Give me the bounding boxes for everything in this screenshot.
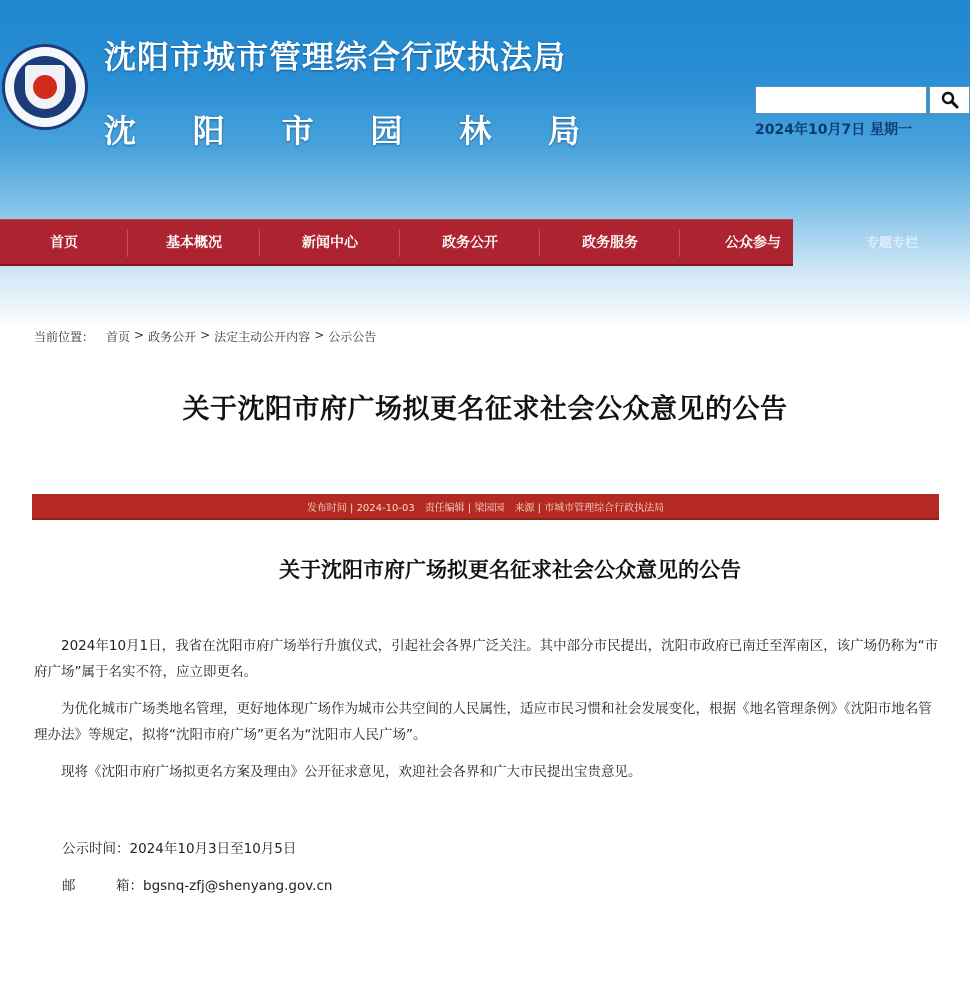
site-header <box>0 0 970 330</box>
breadcrumb-home[interactable]: 首页 <box>106 330 131 344</box>
breadcrumb-statutory-content[interactable]: 法定主动公开内容 <box>214 330 311 344</box>
nav-item-home[interactable]: 首页 <box>0 220 128 264</box>
search-button[interactable] <box>929 86 970 114</box>
publish-info: 发布时间 | 2024-10-03 <box>306 502 415 514</box>
notice-period: 公示时间：2024年10月3日至10月5日 <box>62 841 297 857</box>
site-subtitle: 沈 阳 市 园 林 局 <box>104 112 580 150</box>
article-paragraph: 为优化城市广场类地名管理，更好地体现广场作为城市公共空间的人民属性，适应市民习惯和社会发展变化，根据《地名管理条例》《沈阳市地名管理办法》等规定，拟将“沈阳市府广场”更名为“沈阳市人民广场”。 <box>34 701 932 743</box>
article-body <box>34 633 944 796</box>
search-icon <box>941 91 959 109</box>
editor-name: 梁园园 <box>474 502 505 514</box>
nav-item-services[interactable]: 政务服务 <box>540 220 680 264</box>
article-title: 关于沈阳市府广场拟更名征求社会公众意见的公告 <box>279 558 741 582</box>
breadcrumb-separator: > <box>200 328 211 342</box>
notice-period-value: 2024年10月3日至10月5日 <box>129 841 297 857</box>
current-date: 2024年10月7日 星期一 <box>755 122 913 138</box>
breadcrumb-label: 当前位置： <box>34 330 95 344</box>
page-title: 关于沈阳市府广场拟更名征求社会公众意见的公告 <box>182 394 788 425</box>
breadcrumb-separator: > <box>314 328 325 342</box>
nav-item-special-topics[interactable]: 专题专栏 <box>865 236 918 251</box>
email-link[interactable]: bgsnq-zfj@shenyang.gov.cn <box>143 878 333 894</box>
article-paragraph: 现将《沈阳市府广场拟更名方案及理由》公开征求意见，欢迎社会各界和广大市民提出宝贵意见。 <box>61 764 642 780</box>
breadcrumb-government-affairs[interactable]: 政务公开 <box>148 330 197 344</box>
contact-email: 邮 箱：bgsnq-zfj@shenyang.gov.cn <box>62 878 333 894</box>
breadcrumb <box>34 328 376 345</box>
search-input[interactable] <box>755 86 927 114</box>
nav-item-government-affairs[interactable]: 政务公开 <box>400 220 540 264</box>
editor-info: 责任编辑 | 梁园园 <box>424 502 505 514</box>
main-nav <box>0 219 793 266</box>
site-title: 沈阳市城市管理综合行政执法局 <box>104 38 567 76</box>
source-info: 来源 | 市城市管理综合行政执法局 <box>514 502 665 514</box>
article-meta-bar <box>32 494 939 520</box>
nav-item-news[interactable]: 新闻中心 <box>260 220 400 264</box>
source-name: 市城市管理综合行政执法局 <box>544 502 665 514</box>
publish-date: 2024-10-03 <box>356 502 415 514</box>
nav-item-overview[interactable]: 基本概况 <box>128 220 260 264</box>
nav-item-public-participation[interactable]: 公众参与 <box>725 235 781 251</box>
emblem-icon[interactable] <box>2 44 88 130</box>
breadcrumb-announcements[interactable]: 公示公告 <box>328 330 377 344</box>
article-paragraph: 2024年10月1日，我省在沈阳市府广场举行升旗仪式，引起社会各界广泛关注。其中部分市民提出，沈阳市政府已南迁至浑南区，该广场仍称为“市府广场”属于名实不符，应立即更名。 <box>34 638 939 680</box>
breadcrumb-separator: > <box>134 328 145 342</box>
